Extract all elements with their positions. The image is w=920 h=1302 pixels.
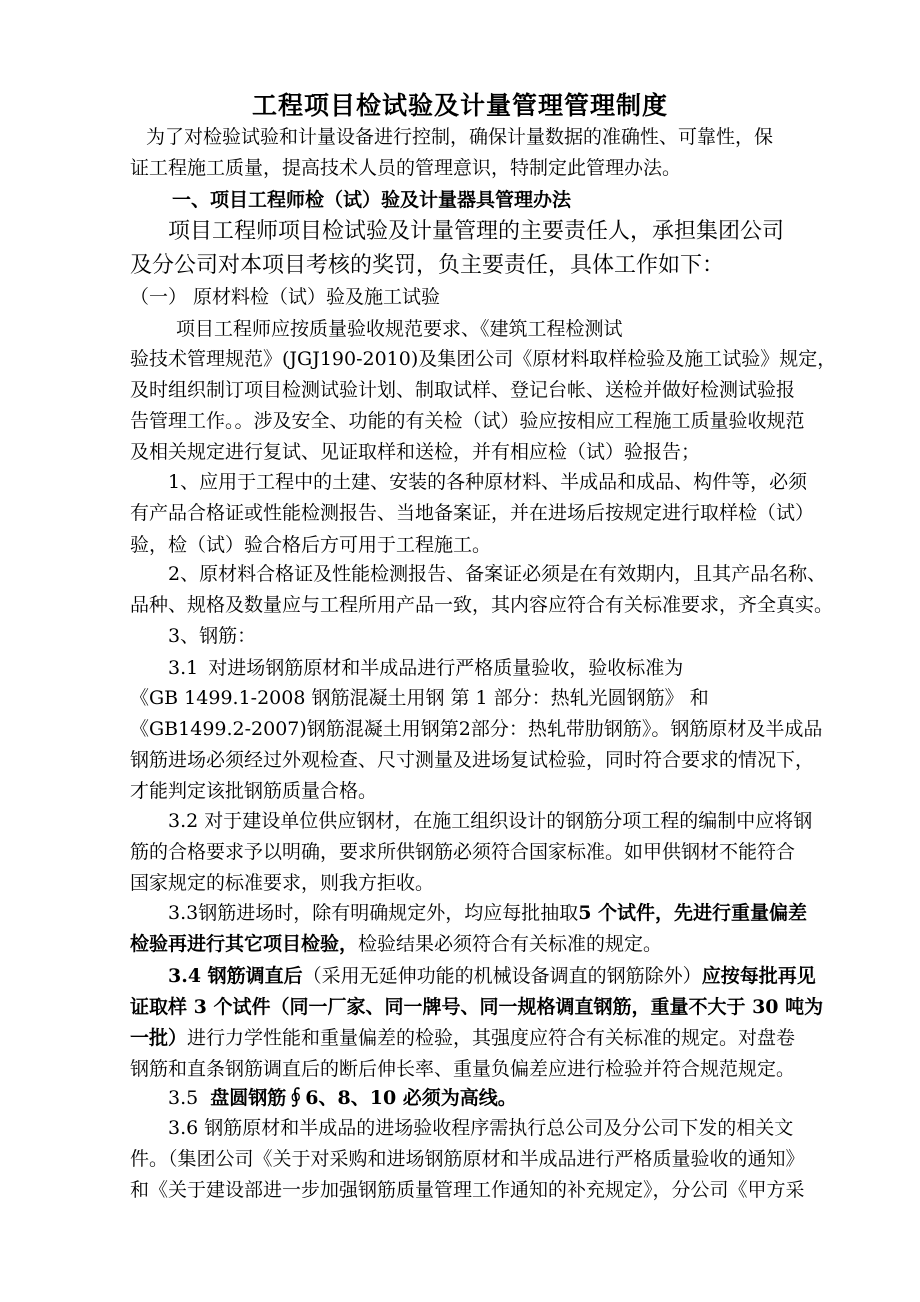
item-3-1	[130, 653, 823, 802]
item-3-6	[130, 1113, 805, 1201]
bold-run: 5 个试件，先进行重量偏差	[578, 902, 808, 924]
item-3-4	[130, 961, 824, 1080]
section1-paragraph	[130, 214, 792, 278]
text-line: 件。（集团公司《关于对采购和进场钢筋原材和半成品进行严格质量验收的通知》	[130, 1148, 805, 1170]
text-line: 3.6 钢筋原材和半成品的进场验收程序需执行总公司及分公司下发的相关文	[168, 1117, 794, 1139]
item-3-2	[130, 806, 813, 894]
bold-run: 盘圆钢筋∮6、8、10 必须为高线。	[210, 1087, 517, 1109]
text-line: 及分公司对本项目考核的奖罚，负主要责任，具体工作如下：	[130, 253, 725, 278]
text-run: 进行力学性能和重量偏差的检验，其强度应符合有关标准的规定。对盘卷	[187, 1027, 796, 1049]
text-line: 项目工程师项目检试验及计量管理的主要责任人，承担集团公司	[168, 219, 785, 244]
bold-run: 检验再进行其它项目检验，	[130, 933, 359, 955]
document-title: 工程项目检试验及计量管理管理制度	[251, 91, 668, 120]
text-line: 和《关于建设部进一步加强钢筋质量管理工作通知的补充规定》，分公司《甲方采	[130, 1179, 805, 1201]
text-line	[130, 961, 816, 988]
text-line: 为了对检验试验和计量设备进行控制，确保计量数据的准确性、可靠性，保	[146, 126, 774, 148]
text-line: 品种、规格及数量应与工程所用产品一致，其内容应符合有关标准要求，齐全真实。	[130, 594, 834, 616]
text-run: 3.5	[168, 1087, 211, 1109]
text-run: （采用无延伸功能的机械设备调直的钢筋除外）	[302, 965, 702, 987]
text-line: 证工程施工质量，提高技术人员的管理意识，特制定此管理办法。	[130, 157, 682, 179]
text-line: 国家规定的标准要求，则我方拒收。	[130, 872, 435, 894]
text-line: 告管理工作。。涉及安全、功能的有关检（试）验应按相应工程施工质量验收规范	[130, 410, 805, 432]
text-line	[130, 929, 662, 956]
item-3: 3、钢筋：	[168, 625, 257, 647]
text-run: 3.3钢筋进场时，除有明确规定外，均应每批抽取	[168, 902, 579, 924]
bold-run: 一批）	[130, 1027, 188, 1049]
text-line: 验技术管理规范》(JGJ190-2010)及集团公司《原材料取样检验及施工试验》规定，	[130, 348, 837, 370]
item-2	[130, 559, 834, 616]
sub1-paragraph	[130, 314, 837, 463]
text-line: 及相关规定进行复试、见证取样和送检，并有相应检（试）验报告；	[130, 441, 701, 463]
item-3-5	[130, 1083, 830, 1110]
text-line: 有产品合格证或性能检测报告、当地备案证，并在进场后按规定进行取样检（试）	[130, 502, 815, 524]
text-line: 《GB 1499.1-2008 钢筋混凝土用钢 第 1 部分：热轧光圆钢筋》 和	[130, 687, 709, 709]
text-line: 钢筋进场必须经过外观检查、尺寸测量及进场复试检验，同时符合要求的情况下，	[130, 749, 815, 771]
subsection-heading: （一） 原材料检（试）验及施工试验	[130, 286, 441, 308]
text-line: 3.2 对于建设单位供应钢材，在施工组织设计的钢筋分项工程的编制中应将钢	[168, 810, 813, 832]
text-line: 1、应用于工程中的土建、安装的各种原材料、半成品和成品、构件等，必须	[168, 471, 808, 493]
item-3-3	[130, 898, 808, 955]
text-line: 才能判定该批钢筋质量合格。	[130, 780, 378, 802]
text-line: 项目工程师应按质量验收规范要求、《建筑工程检测试	[176, 318, 623, 340]
text-line: 证取样 3 个试件（同一厂家、同一牌号、同一规格调直钢筋，重量不大于 30 吨为	[130, 996, 824, 1018]
text-line: 及时组织制订项目检测试验计划、制取试样、登记台帐、送检并做好检测试验报	[130, 379, 796, 401]
text-run: 检验结果必须符合有关标准的规定。	[358, 933, 663, 955]
text-line: 2、原材料合格证及性能检测报告、备案证必须是在有效期内，且其产品名称、	[168, 563, 827, 585]
bold-run: 应按每批再见	[701, 965, 816, 987]
text-line: 《GB1499.2-2007)钢筋混凝土用钢第2部分：热轧带肋钢筋》。钢筋原材及半成品	[130, 718, 823, 740]
item-1	[130, 467, 815, 556]
text-line	[130, 1023, 795, 1050]
text-line: 筋的合格要求予以明确，要求所供钢筋必须符合国家标准。如甲供钢材不能符合	[130, 841, 796, 863]
bold-run: 3.4 钢筋调直后	[168, 965, 303, 987]
text-line: 钢筋和直条钢筋调直后的断后伸长率、重量负偏差应进行检验并符合规范规定。	[130, 1058, 796, 1080]
section-heading: 一、项目工程师检（试）验及计量器具管理办法	[172, 189, 572, 211]
text-line	[130, 898, 808, 925]
intro-paragraph	[130, 122, 792, 179]
text-line: 3.1 对进场钢筋原材和半成品进行严格质量验收，验收标准为	[168, 657, 684, 679]
text-line: 验，检（试）验合格后方可用于工程施工。	[130, 534, 492, 556]
